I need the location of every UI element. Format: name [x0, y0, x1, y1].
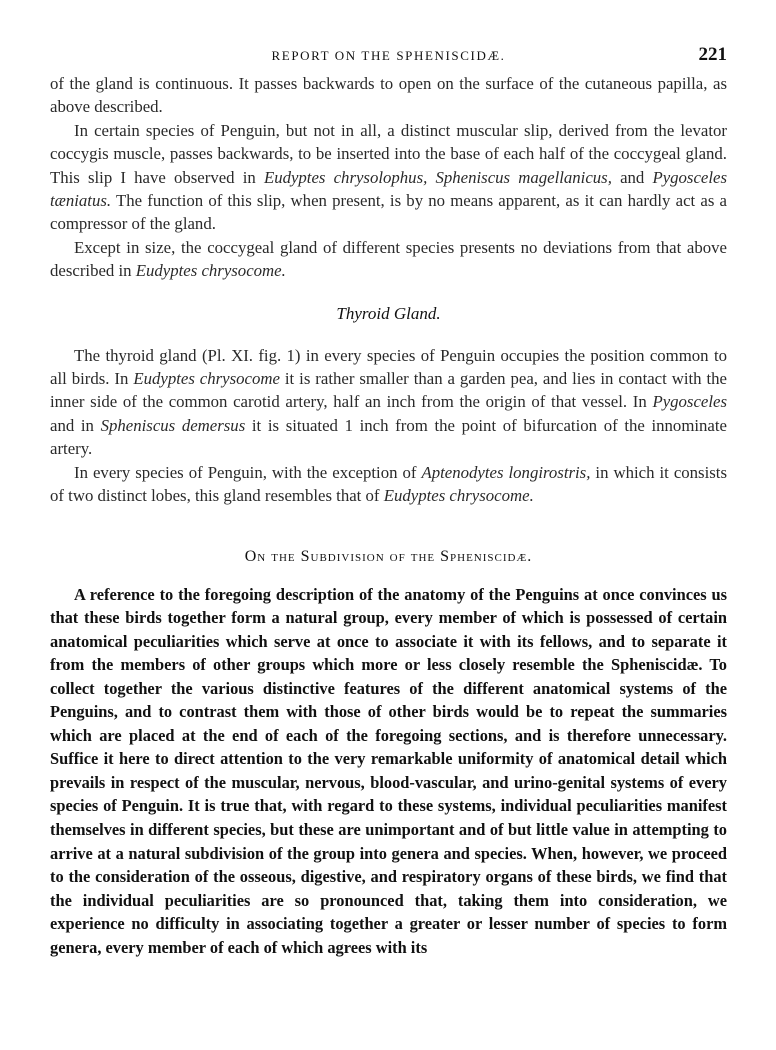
paragraph: A reference to the foregoing description of the anatomy of the Penguins at once convinces us that these birds together form a natural group, every member of which is possessed of certain anatomical peculiarities which serve at once to associate it with its fellows, and to separate it from the members of other groups which more or less closely resemble the Spheniscidæ. To collect together the various distinctive features of the different anatomical systems of the Penguins, and to contrast them with those of other birds would be to repeat the summaries which are placed at the end of each of the foregoing sections, and is therefore unnecessary. Suffice it here to direct attention to the very remarkable uniformity of anatomical detail which prevails in respect of the muscular, nervous, blood-vascular, and urino-genital systems of every species of Penguin. It is true that, with regard to these systems, individual peculiarities manifest themselves in different species, but these are unimportant and of but little value in attempting to arrive at a natural subdivision of the group into genera and species. When, however, we proceed to the consideration of the osseous, digestive, and respiratory organs of these birds, we find that the individual peculiarities are so pronounced that, taking them into consideration, we experience no difficulty in associating together a greater or lesser number of species to form genera, every member of each of which agrees with its: [50, 584, 727, 957]
paragraph: In every species of Penguin, with the exception of Aptenodytes longirostris, in which it consists of two distinct lobes, this gland resembles that of Eudyptes chrysocome.: [50, 462, 727, 506]
section-heading-thyroid: Thyroid Gland.: [336, 303, 441, 323]
paragraph: of the gland is continuous. It passes backwards to open on the surface of the cutaneous papilla, as above described.: [50, 74, 727, 117]
paragraph: Except in size, the coccygeal gland of different species presents no deviations from that above described in Eudyptes chrysocome.: [50, 237, 727, 281]
running-header: [50, 44, 727, 72]
page: [50, 44, 727, 959]
page-number: 221: [698, 44, 727, 65]
section-heading-subdivision: On the Subdivision of the Spheniscidæ.: [244, 547, 533, 565]
paragraph: In certain species of Penguin, but not in all, a distinct muscular slip, derived from the levator coccygis muscle, passes backwards, to be inserted into the base of each half of the coccygeal gland. This slip I have observed in Eudyptes chrysolophus, Spheniscus magellanicus, and Pygosceles tæniatus. The function of this slip, when present, is by no means apparent, as it can hardly act as a compressor of the gland.: [50, 120, 728, 234]
paragraph: The thyroid gland (Pl. XI. fig. 1) in every species of Penguin occupies the position common to all birds. In Eudyptes chrysocome it is rather smaller than a garden pea, and lies in contact with the inner side of the common carotid artery, half an inch from the origin of that vessel. In Pygosceles and in Spheniscus demersus it is situated 1 inch from the point of bifurcation of the innominate artery.: [50, 345, 728, 459]
running-title: REPORT ON THE SPHENISCIDÆ.: [271, 48, 506, 63]
